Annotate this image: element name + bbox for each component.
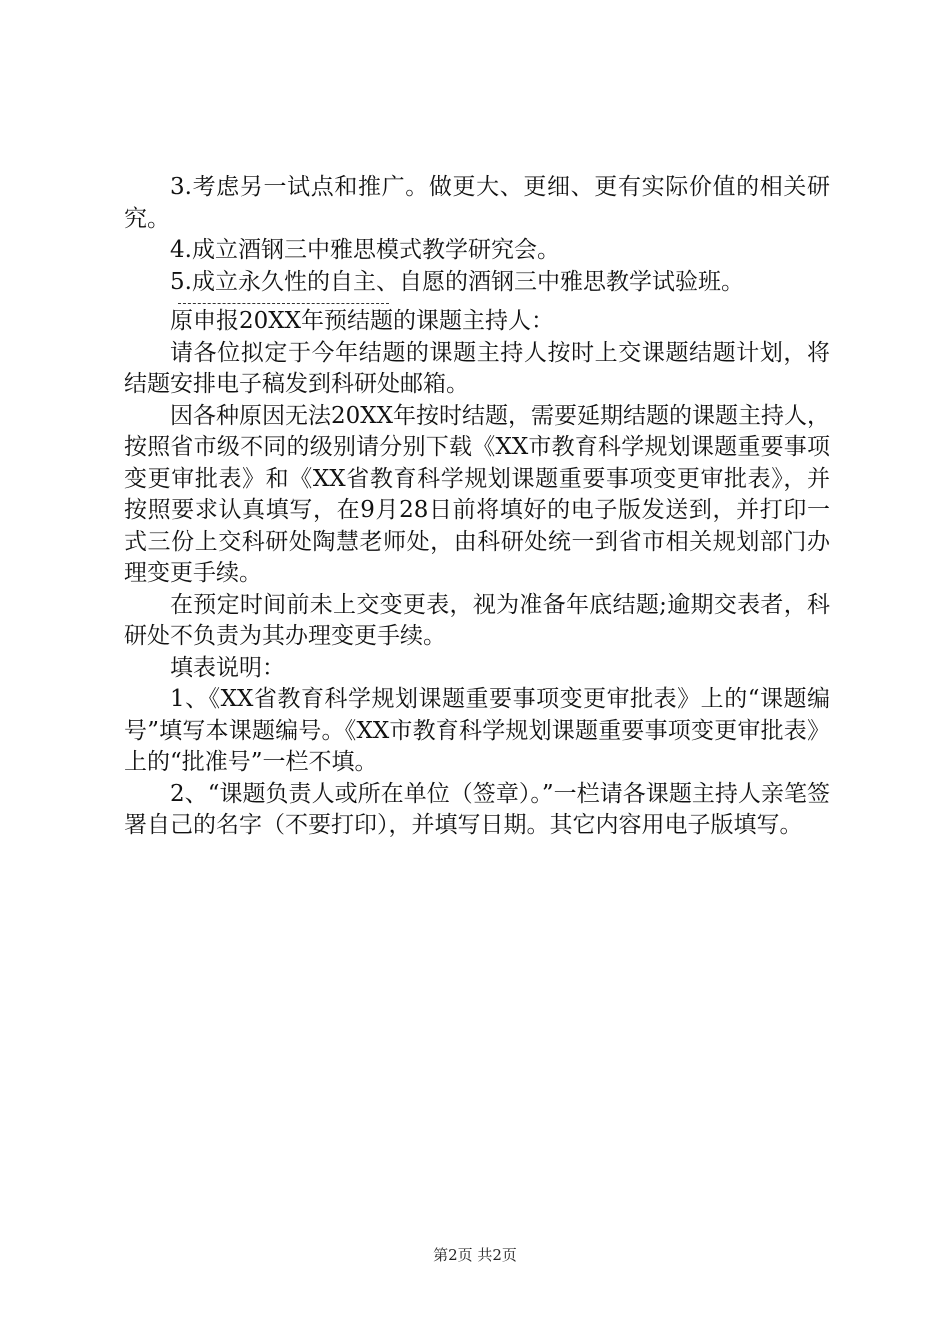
form-instruction-2: 2、“课题负责人或所在单位（签章）。”一栏请各课题主持人亲笔签署自己的名字（不要打印），并填写日期。其它内容用电子版填写。	[124, 780, 830, 838]
page-footer: 第2页 共2页	[433, 1246, 517, 1264]
notice-heading: 原申报20XX年预结题的课题主持人：	[170, 308, 555, 334]
notice-paragraph-deadline: 在预定时间前未上交变更表，视为准备年底结题;逾期交表者，科研处不负责为其办理变更手续。	[124, 591, 830, 649]
paragraph-research-extension: 3.考虑另一试点和推广。做更大、更细、更有实际价值的相关研究。	[124, 174, 830, 232]
document-body	[124, 172, 830, 842]
notice-paragraph-extension: 因各种原因无法20XX年按时结题，需要延期结题的课题主持人，按照省市级不同的级别请分别下载《XX市教育科学规划课题重要事项变更审批表》和《XX省教育科学规划课题重要事项变更审批表》，并按照要求认真填写，在9月28日前将填好的电子版发送到，并打印一式三份上交科研处陶慧老师处，由科研处统一到省市相关规划部门办理变更手续。	[124, 402, 831, 586]
notice-paragraph-plan: 请各位拟定于今年结题的课题主持人按时上交课题结题计划，将结题安排电子稿发到科研处邮箱。	[124, 339, 830, 397]
separator-line	[178, 303, 389, 304]
paragraph-research-society: 4.成立酒钢三中雅思模式教学研究会。	[170, 237, 560, 263]
paragraph-experimental-class: 5.成立永久性的自主、自愿的酒钢三中雅思教学试验班。	[170, 268, 744, 295]
form-instruction-1: 1、《XX省教育科学规划课题重要事项变更审批表》上的“课题编号”填写本课题编号。《XX市教育科学规划课题重要事项变更审批表》上的“批准号”一栏不填。	[124, 686, 830, 775]
form-instructions-heading: 填表说明：	[170, 654, 285, 681]
